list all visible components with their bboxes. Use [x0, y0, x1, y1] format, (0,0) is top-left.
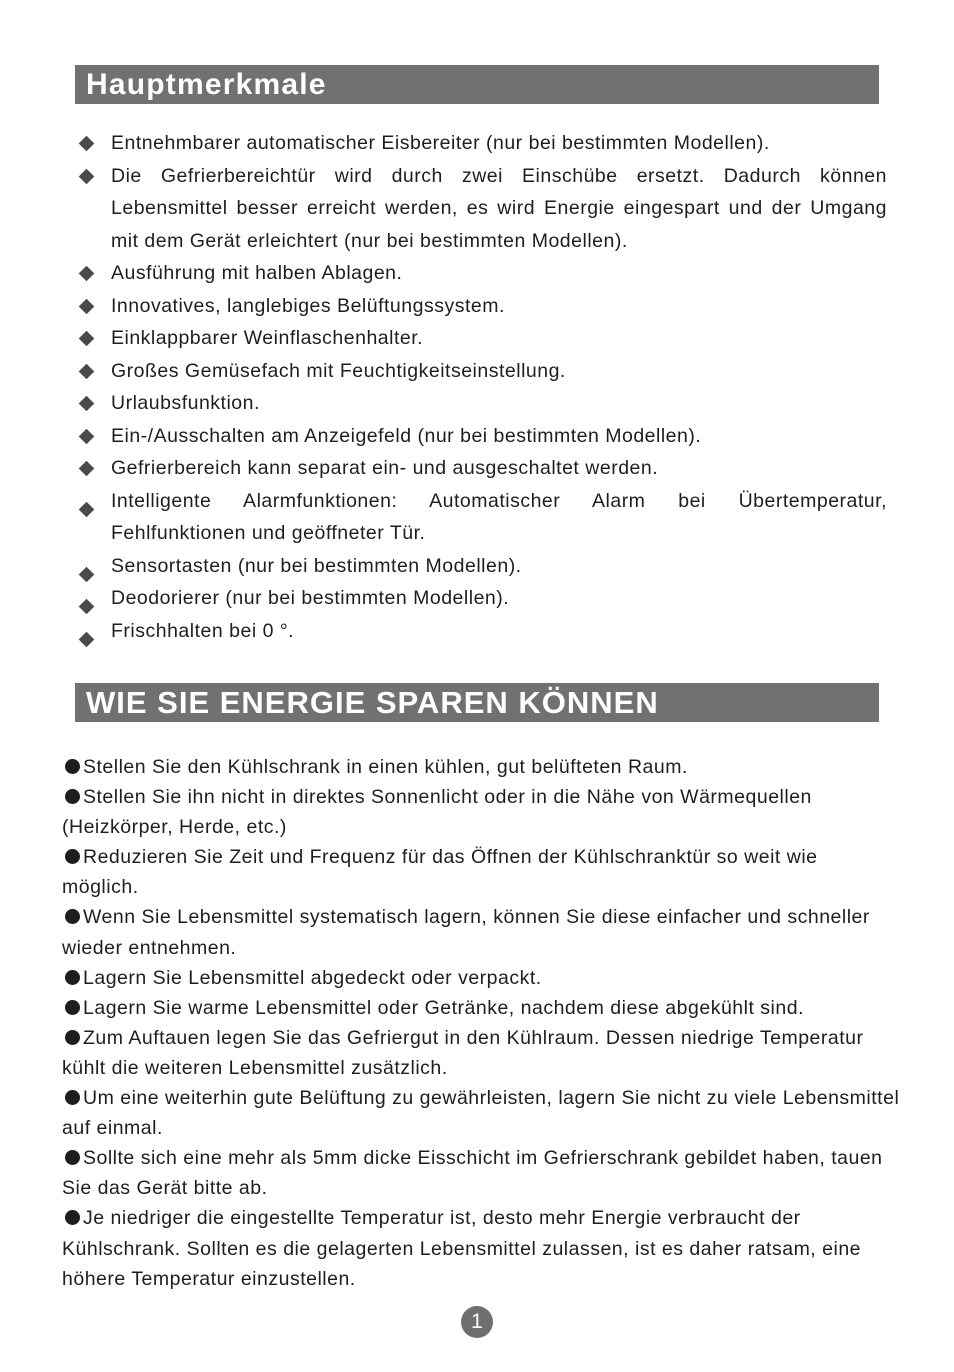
- diamond-bullet-icon: [79, 331, 95, 347]
- energy-tip-item: [62, 1023, 900, 1083]
- circle-bullet-icon: [65, 789, 80, 804]
- energy-tip-text: Wenn Sie Lebensmittel systematisch lagern, können Sie diese einfacher und schneller wieder entnehmen.: [62, 906, 870, 959]
- feature-text: Die Gefrierbereichtür wird durch zwei Einschübe ersetzt. Dadurch können Lebensmittel besser erreicht werden, es wird Energie eingespart und der Umgang mit dem Gerät erleichtert (nur bei bestimmten Modellen).: [111, 164, 887, 252]
- feature-item: [75, 452, 887, 485]
- feature-text: Entnehmbarer automatischer Eisbereiter (nur bei bestimmten Modellen).: [111, 132, 770, 154]
- feature-text: Sensortasten (nur bei bestimmten Modellen).: [111, 554, 522, 577]
- feature-text: Urlaubsfunktion.: [111, 392, 260, 414]
- energy-tip-item: [62, 1143, 900, 1203]
- circle-bullet-icon: [65, 1000, 80, 1015]
- feature-text: Gefrierbereich kann separat ein- und ausgeschaltet werden.: [111, 457, 659, 479]
- feature-item: [75, 615, 887, 648]
- circle-bullet-icon: [65, 759, 80, 774]
- feature-item: [75, 550, 887, 583]
- energy-tip-item: [62, 1083, 900, 1143]
- feature-item: [75, 387, 887, 420]
- feature-item: [75, 420, 887, 453]
- circle-bullet-icon: [65, 1210, 80, 1225]
- circle-bullet-icon: [65, 1090, 80, 1105]
- energy-tip-item: [62, 1203, 900, 1293]
- page-number-badge: 1: [461, 1306, 493, 1338]
- circle-bullet-icon: [65, 970, 80, 985]
- energy-tip-text: Je niedriger die eingestellte Temperatur ist, desto mehr Energie verbraucht der Kühlschrank. Sollten es die gelagerten Lebensmittel zulassen, ist es daher ratsam, eine höhere Temperatur einzustellen.: [62, 1207, 862, 1290]
- energy-tip-text: Lagern Sie Lebensmittel abgedeckt oder verpackt.: [83, 966, 542, 989]
- energy-tip-text: Reduzieren Sie Zeit und Frequenz für das Öffnen der Kühlschranktür so weit wie möglich.: [62, 846, 818, 899]
- feature-item: [75, 127, 887, 160]
- feature-item: [75, 322, 887, 355]
- energy-tip-text: Sollte sich eine mehr als 5mm dicke Eisschicht im Gefrierschrank gebildet haben, tauen Sie das Gerät bitte ab.: [62, 1147, 883, 1200]
- feature-text: Intelligente Alarmfunktionen: Automatischer Alarm bei Übertemperatur, Fehlfunktionen und geöffneter Tür.: [111, 489, 887, 544]
- energy-tip-text: Zum Auftauen legen Sie das Gefriergut in den Kühlraum. Dessen niedrige Temperatur kühlt die weiteren Lebensmittel zusätzlich.: [62, 1026, 864, 1079]
- feature-item: [75, 582, 887, 615]
- section-title-energie-sparen: WIE SIE ENERGIE SPAREN KÖNNEN: [75, 683, 879, 722]
- energy-tip-text: Stellen Sie den Kühlschrank in einen kühlen, gut belüfteten Raum.: [83, 756, 688, 778]
- circle-bullet-icon: [65, 849, 80, 864]
- feature-text: Ein-/Ausschalten am Anzeigefeld (nur bei bestimmten Modellen).: [111, 424, 702, 447]
- feature-list: [75, 127, 887, 647]
- feature-item: [75, 355, 887, 388]
- diamond-bullet-icon: [79, 266, 95, 282]
- energy-tip-item: [62, 902, 900, 962]
- section-title-hauptmerkmale: Hauptmerkmale: [75, 65, 879, 104]
- feature-item: [75, 485, 887, 550]
- feature-item: [75, 290, 887, 323]
- diamond-bullet-icon: [79, 168, 95, 184]
- energy-tip-item: [62, 993, 900, 1023]
- circle-bullet-icon: [65, 1030, 80, 1045]
- diamond-bullet-icon: [79, 566, 95, 582]
- feature-text: Einklappbarer Weinflaschenhalter.: [111, 327, 424, 349]
- feature-text: Ausführung mit halben Ablagen.: [111, 262, 403, 284]
- feature-text: Innovatives, langlebiges Belüftungssystem.: [111, 294, 505, 317]
- diamond-bullet-icon: [79, 298, 95, 314]
- energy-tip-text: Stellen Sie ihn nicht in direktes Sonnenlicht oder in die Nähe von Wärmequellen (Heizkörper, Herde, etc.): [62, 786, 812, 839]
- feature-text: Deodorierer (nur bei bestimmten Modellen).: [111, 587, 510, 609]
- diamond-bullet-icon: [79, 396, 95, 412]
- feature-item: [75, 160, 887, 258]
- energy-tip-text: Lagern Sie warme Lebensmittel oder Getränke, nachdem diese abgekühlt sind.: [83, 996, 804, 1019]
- diamond-bullet-icon: [79, 501, 95, 517]
- energy-tip-item: [62, 963, 900, 993]
- circle-bullet-icon: [65, 909, 80, 924]
- diamond-bullet-icon: [79, 461, 95, 477]
- energy-tips-list: [62, 752, 900, 1294]
- energy-tip-item: [62, 752, 900, 782]
- diamond-bullet-icon: [79, 599, 95, 615]
- diamond-bullet-icon: [79, 363, 95, 379]
- diamond-bullet-icon: [79, 631, 95, 647]
- energy-tip-text: Um eine weiterhin gute Belüftung zu gewährleisten, lagern Sie nicht zu viele Lebensmittel auf einmal.: [62, 1087, 900, 1140]
- diamond-bullet-icon: [79, 136, 95, 152]
- feature-item: [75, 257, 887, 290]
- energy-tip-item: [62, 842, 900, 902]
- feature-text: Großes Gemüsefach mit Feuchtigkeitseinstellung.: [111, 359, 566, 382]
- feature-text: Frischhalten bei 0 °.: [111, 619, 295, 642]
- diamond-bullet-icon: [79, 428, 95, 444]
- energy-tip-item: [62, 782, 900, 842]
- circle-bullet-icon: [65, 1150, 80, 1165]
